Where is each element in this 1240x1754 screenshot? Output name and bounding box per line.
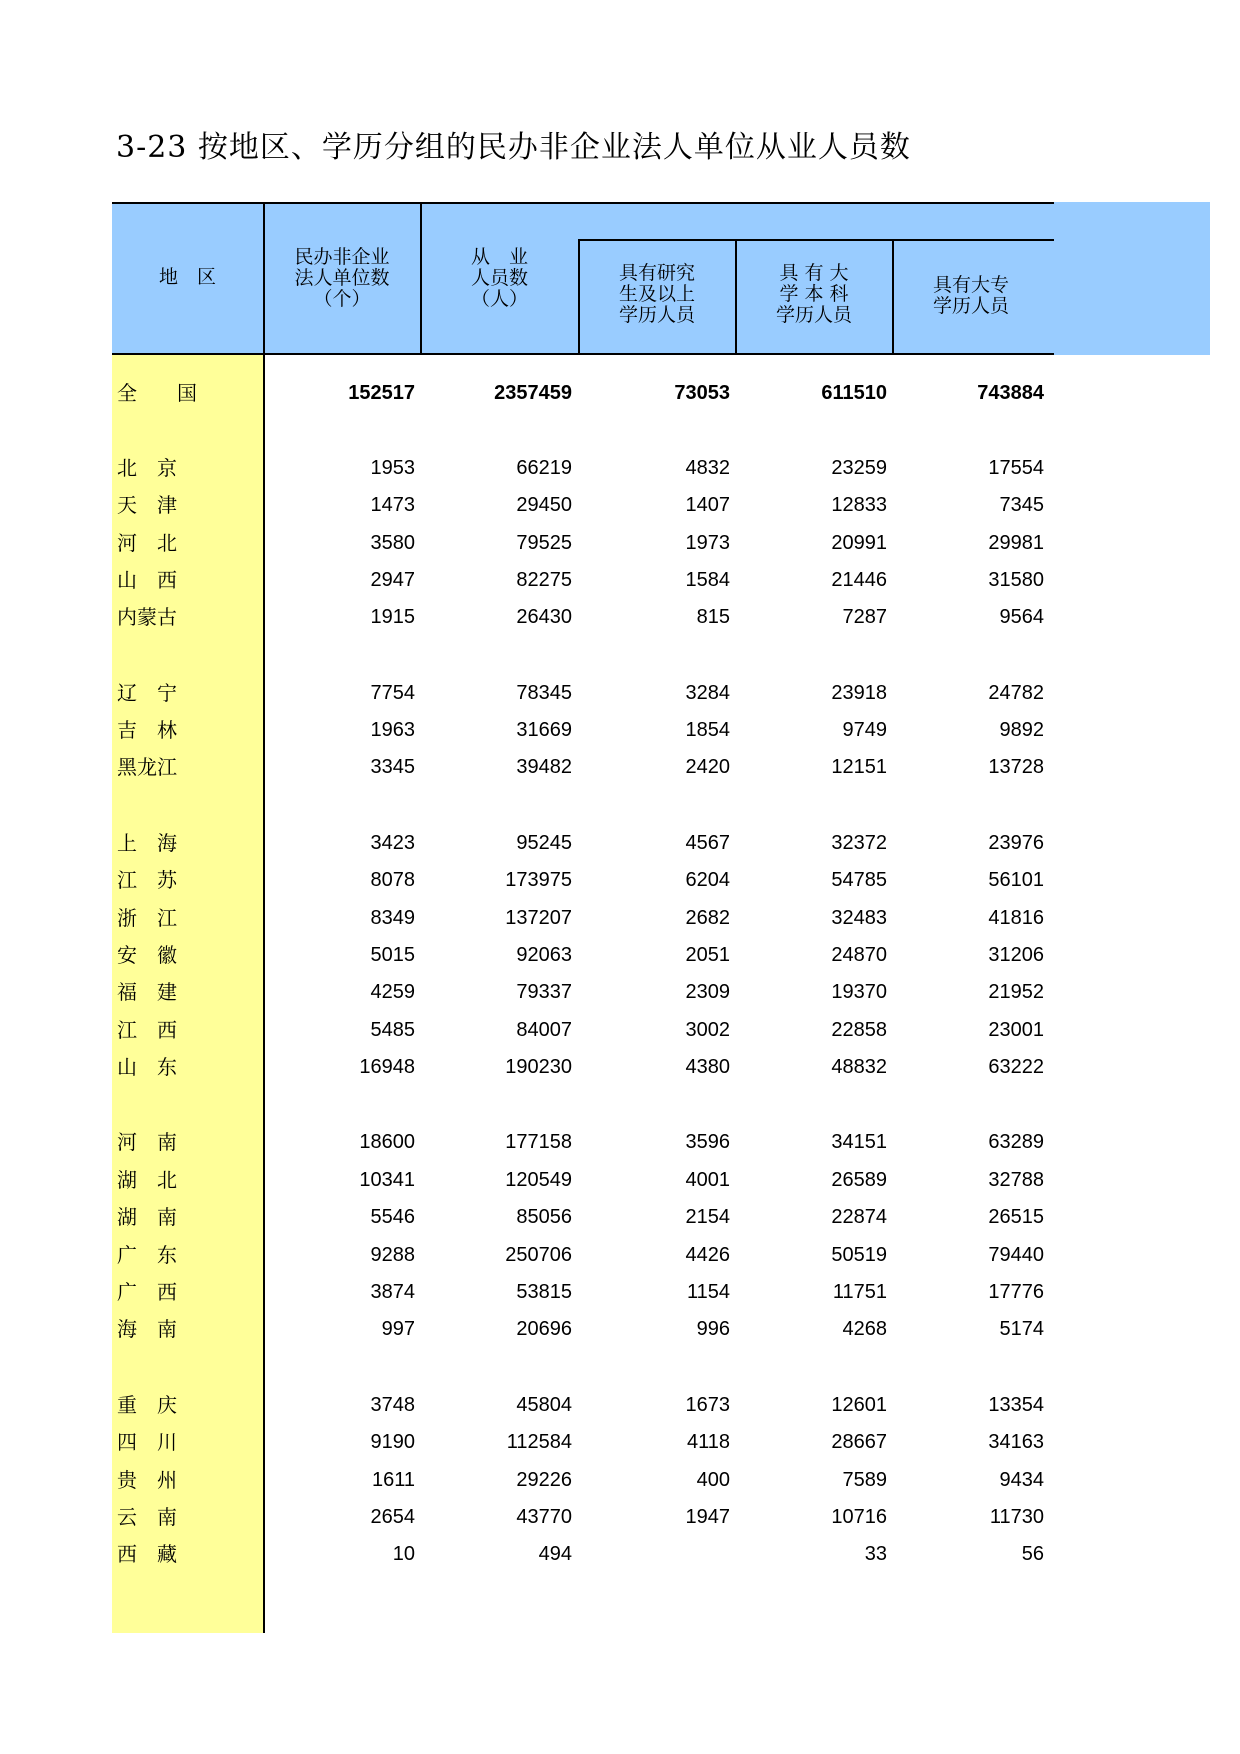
value-cell: 21952 [988, 981, 1044, 1003]
value-cell: 400 [696, 1469, 730, 1491]
table-row [0, 828, 1240, 858]
table-row [0, 903, 1240, 933]
region-cell: 重 庆 [117, 1393, 177, 1417]
value-cell: 9749 [842, 719, 887, 741]
region-cell: 云 南 [117, 1505, 177, 1529]
region-cell: 内蒙古 [117, 605, 177, 629]
value-cell: 1854 [685, 719, 730, 741]
value-cell: 11730 [989, 1506, 1044, 1528]
header-postgrad: 具有研究 生及以上 学历人员 [618, 262, 695, 326]
region-cell: 福 建 [117, 980, 177, 1004]
value-cell: 18600 [359, 1131, 415, 1153]
header-bottom-rule [112, 353, 1054, 355]
region-cell: 全 国 [117, 381, 197, 405]
value-cell: 8349 [370, 907, 415, 929]
value-cell: 2051 [685, 944, 730, 966]
value-cell: 23259 [831, 457, 887, 479]
table-row [0, 1052, 1240, 1082]
table-row [0, 1127, 1240, 1157]
value-cell: 250706 [505, 1244, 572, 1266]
value-cell: 32483 [831, 907, 887, 929]
value-cell: 3284 [685, 682, 730, 704]
table-row [0, 940, 1240, 970]
value-cell: 56 [1021, 1543, 1044, 1565]
value-cell: 31669 [516, 719, 572, 741]
value-cell: 22858 [831, 1019, 887, 1041]
value-cell: 1947 [685, 1506, 730, 1528]
value-cell: 17554 [988, 457, 1044, 479]
value-cell: 3874 [370, 1281, 415, 1303]
value-cell: 84007 [516, 1019, 572, 1041]
region-cell: 广 东 [117, 1243, 177, 1267]
value-cell: 4832 [685, 457, 730, 479]
value-cell: 3423 [370, 832, 415, 854]
value-cell: 95245 [516, 832, 572, 854]
value-cell: 9288 [370, 1244, 415, 1266]
value-cell: 4268 [842, 1318, 887, 1340]
value-cell: 3580 [370, 532, 415, 554]
value-cell: 29226 [516, 1469, 572, 1491]
value-cell: 1973 [685, 532, 730, 554]
value-cell: 24870 [831, 944, 887, 966]
value-cell: 82275 [516, 569, 572, 591]
region-cell: 山 东 [117, 1055, 177, 1079]
value-cell: 26589 [831, 1169, 887, 1191]
table-row [0, 490, 1240, 520]
value-cell: 29450 [516, 494, 572, 516]
value-cell: 32372 [831, 832, 887, 854]
value-cell: 32788 [988, 1169, 1044, 1191]
value-cell: 24782 [988, 682, 1044, 704]
value-cell: 11751 [832, 1281, 887, 1303]
table-row [0, 602, 1240, 632]
value-cell: 4567 [685, 832, 730, 854]
value-cell: 1611 [371, 1469, 415, 1491]
value-cell: 19370 [831, 981, 887, 1003]
value-cell: 48832 [831, 1056, 887, 1078]
table-row [0, 1465, 1240, 1495]
value-cell: 26515 [988, 1206, 1044, 1228]
value-cell: 16948 [359, 1056, 415, 1078]
value-cell: 3596 [685, 1131, 730, 1153]
value-cell: 12151 [831, 756, 887, 778]
value-cell: 41816 [988, 907, 1044, 929]
region-cell: 安 徽 [117, 943, 177, 967]
value-cell: 2654 [370, 1506, 415, 1528]
value-cell: 4259 [370, 981, 415, 1003]
value-cell: 137207 [505, 907, 572, 929]
value-cell: 43770 [516, 1506, 572, 1528]
region-cell: 吉 林 [117, 718, 177, 742]
value-cell: 79440 [988, 1244, 1044, 1266]
region-cell: 河 北 [117, 531, 177, 555]
value-cell: 23001 [988, 1019, 1044, 1041]
header-employees: 从 业 人员数 （人） [470, 246, 528, 310]
value-cell: 3002 [685, 1019, 730, 1041]
value-cell: 190230 [505, 1056, 572, 1078]
value-cell: 815 [696, 606, 730, 628]
region-cell: 四 川 [117, 1430, 177, 1454]
value-cell: 10716 [831, 1506, 887, 1528]
table-row [0, 1277, 1240, 1307]
table-row [0, 865, 1240, 895]
value-cell: 120549 [505, 1169, 572, 1191]
value-cell: 20696 [516, 1318, 572, 1340]
region-cell: 贵 州 [117, 1468, 177, 1492]
value-cell: 50519 [831, 1244, 887, 1266]
region-cell: 浙 江 [117, 906, 177, 930]
header-bachelor: 具 有 大 学 本 科 学历人员 [775, 262, 852, 326]
value-cell: 56101 [988, 869, 1044, 891]
header-region: 地 区 [158, 266, 216, 288]
table-row [0, 715, 1240, 745]
value-cell: 6204 [685, 869, 730, 891]
value-cell: 1915 [370, 606, 415, 628]
value-cell: 28667 [831, 1431, 887, 1453]
table-row [0, 1165, 1240, 1195]
value-cell: 12833 [831, 494, 887, 516]
value-cell: 54785 [831, 869, 887, 891]
value-cell: 31580 [988, 569, 1044, 591]
value-cell: 13354 [988, 1394, 1044, 1416]
value-cell: 4001 [685, 1169, 730, 1191]
value-cell: 79525 [516, 532, 572, 554]
header-units: 民办非企业 法人单位数 （个） [294, 246, 390, 310]
value-cell: 7754 [370, 682, 415, 704]
value-cell: 2682 [685, 907, 730, 929]
value-cell: 5015 [370, 944, 415, 966]
value-cell: 13728 [988, 756, 1044, 778]
value-cell: 5485 [370, 1019, 415, 1041]
value-cell: 21446 [831, 569, 887, 591]
region-cell: 天 津 [117, 493, 177, 517]
page-title: 3-23 按地区、学历分组的民办非企业法人单位从业人员数 [116, 130, 911, 165]
value-cell: 39482 [516, 756, 572, 778]
region-cell: 西 藏 [117, 1542, 177, 1566]
table-row [0, 977, 1240, 1007]
table-row [0, 1539, 1240, 1569]
value-cell: 17776 [988, 1281, 1044, 1303]
region-cell: 山 西 [117, 568, 177, 592]
table-row [0, 1427, 1240, 1457]
value-cell: 9564 [999, 606, 1044, 628]
table-row [0, 528, 1240, 558]
value-cell: 5174 [999, 1318, 1044, 1340]
table-row [0, 678, 1240, 708]
value-cell: 112584 [506, 1431, 572, 1453]
value-cell: 2357459 [494, 382, 572, 404]
table-row [0, 1502, 1240, 1532]
value-cell: 1963 [370, 719, 415, 741]
value-cell: 743884 [977, 382, 1044, 404]
header-top-rule [112, 202, 1054, 204]
region-cell: 海 南 [117, 1317, 177, 1341]
value-cell: 23918 [831, 682, 887, 704]
value-cell: 9190 [370, 1431, 415, 1453]
value-cell: 4426 [685, 1244, 730, 1266]
value-cell: 7589 [842, 1469, 887, 1491]
value-cell: 1584 [685, 569, 730, 591]
value-cell: 73053 [674, 382, 730, 404]
value-cell: 494 [538, 1543, 572, 1565]
value-cell: 5546 [370, 1206, 415, 1228]
value-cell: 177158 [505, 1131, 572, 1153]
region-cell: 广 西 [117, 1280, 177, 1304]
value-cell: 45804 [516, 1394, 572, 1416]
table-row [0, 1390, 1240, 1420]
value-cell: 9892 [999, 719, 1044, 741]
value-cell: 26430 [516, 606, 572, 628]
table-row [0, 565, 1240, 595]
region-cell: 湖 南 [117, 1205, 177, 1229]
value-cell: 7345 [999, 494, 1044, 516]
value-cell: 63222 [988, 1056, 1044, 1078]
table-row [0, 1015, 1240, 1045]
value-cell: 79337 [516, 981, 572, 1003]
region-cell: 河 南 [117, 1130, 177, 1154]
table-row [0, 1314, 1240, 1344]
value-cell: 10341 [359, 1169, 415, 1191]
value-cell: 7287 [842, 606, 887, 628]
value-cell: 173975 [505, 869, 572, 891]
value-cell: 33 [864, 1543, 887, 1565]
value-cell: 34151 [831, 1131, 887, 1153]
region-cell: 上 海 [117, 831, 177, 855]
value-cell: 9434 [999, 1469, 1044, 1491]
header-sub-rule [578, 239, 1054, 241]
value-cell: 4118 [686, 1431, 730, 1453]
table-row [0, 453, 1240, 483]
value-cell: 66219 [516, 457, 572, 479]
value-cell: 29981 [988, 532, 1044, 554]
value-cell: 152517 [348, 382, 415, 404]
table-row [0, 752, 1240, 782]
value-cell: 22874 [831, 1206, 887, 1228]
value-cell: 2309 [685, 981, 730, 1003]
value-cell: 1673 [685, 1394, 730, 1416]
value-cell: 997 [381, 1318, 415, 1340]
value-cell: 2947 [370, 569, 415, 591]
value-cell: 85056 [516, 1206, 572, 1228]
value-cell: 1154 [686, 1281, 730, 1303]
value-cell: 78345 [516, 682, 572, 704]
value-cell: 34163 [988, 1431, 1044, 1453]
value-cell: 2420 [685, 756, 730, 778]
value-cell: 20991 [831, 532, 887, 554]
region-cell: 辽 宁 [117, 681, 177, 705]
region-cell: 湖 北 [117, 1168, 177, 1192]
value-cell: 996 [696, 1318, 730, 1340]
value-cell: 63289 [988, 1131, 1044, 1153]
value-cell: 1473 [370, 494, 415, 516]
value-cell: 4380 [685, 1056, 730, 1078]
value-cell: 31206 [988, 944, 1044, 966]
value-cell: 1953 [370, 457, 415, 479]
value-cell: 12601 [831, 1394, 887, 1416]
value-cell: 2154 [685, 1206, 730, 1228]
value-cell: 3748 [370, 1394, 415, 1416]
region-cell: 北 京 [117, 456, 177, 480]
table-row [0, 1240, 1240, 1270]
region-cell: 江 苏 [117, 868, 177, 892]
value-cell: 92063 [516, 944, 572, 966]
value-cell: 8078 [370, 869, 415, 891]
value-cell: 53815 [516, 1281, 572, 1303]
value-cell: 3345 [370, 756, 415, 778]
value-cell: 1407 [685, 494, 730, 516]
table-row [0, 378, 1240, 408]
value-cell: 10 [392, 1543, 415, 1565]
region-cell: 江 西 [117, 1018, 177, 1042]
table-row [0, 1202, 1240, 1232]
value-cell: 23976 [988, 832, 1044, 854]
region-cell: 黑龙江 [117, 755, 177, 779]
value-cell: 611510 [821, 382, 887, 404]
header-college: 具有大专 学历人员 [932, 274, 1009, 317]
